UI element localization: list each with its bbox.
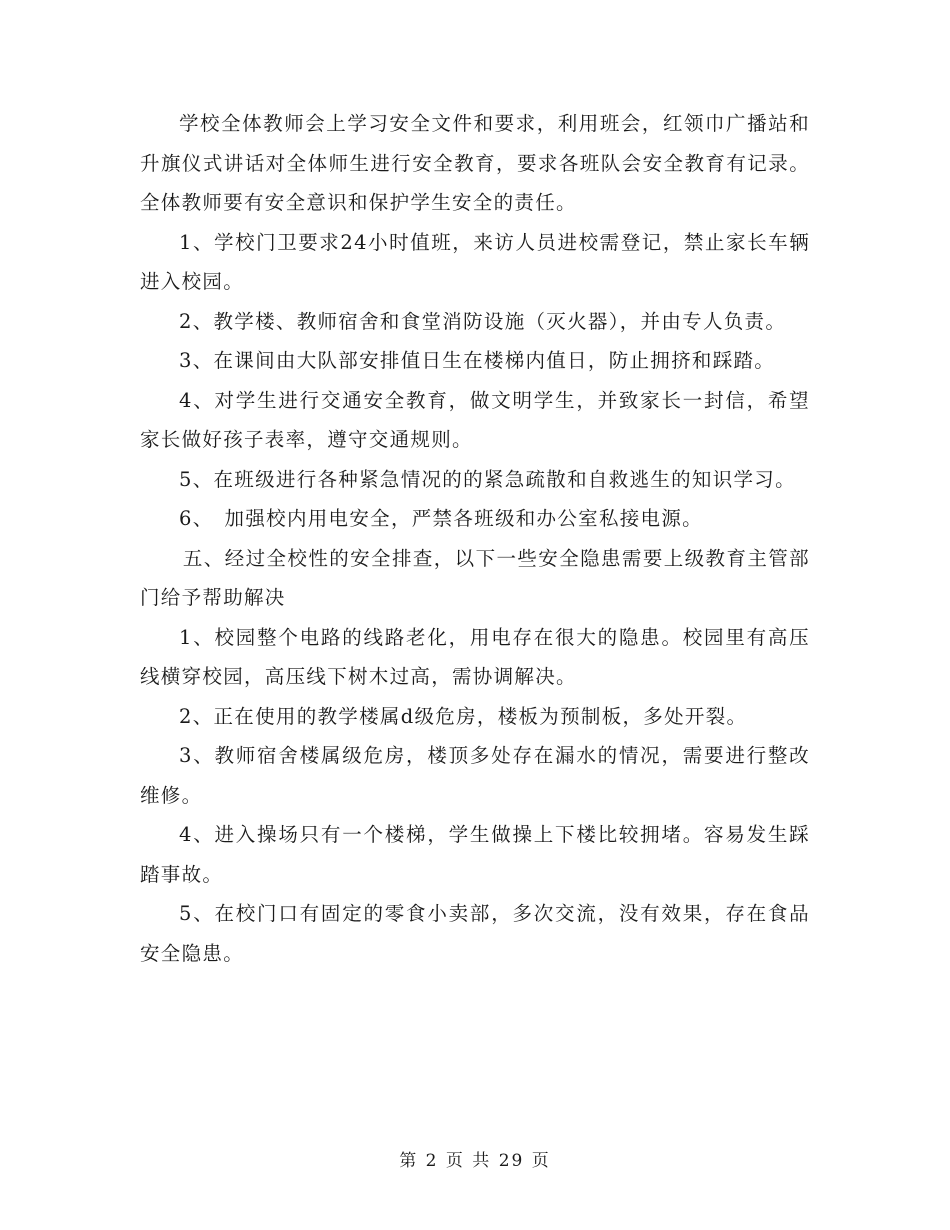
paragraph-item-6: 6、 加强校内用电安全，严禁各班级和办公室私接电源。 (179, 507, 703, 530)
paragraph-item-5: 5、在班级进行各种紧急情况的的紧急疏散和自救逃生的知识学习。 (179, 467, 796, 491)
hazard-item-3: 3、教师宿舍楼属级危房，楼顶多处存在漏水的情况，需要进行整改维修。 (140, 744, 810, 807)
hazard-item-5: 5、在校门口有固定的零食小卖部，多次交流，没有效果，存在食品安全隐患。 (140, 902, 810, 965)
document-body (140, 104, 810, 973)
paragraph-item-1: 1、学校门卫要求24小时值班，来访人员进校需登记，禁止家长车辆进入校园。 (140, 230, 810, 293)
paragraph-item-3: 3、在课间由大队部安排值日生在楼梯内值日，防止拥挤和踩踏。 (179, 349, 776, 372)
hazard-item-2: 2、正在使用的教学楼属d级危房，楼板为预制板，多处开裂。 (179, 704, 748, 728)
paragraph-item-2: 2、教学楼、教师宿舍和食堂消防设施（灭火器），并由专人负责。 (179, 309, 787, 333)
section-heading-five: 五、经过全校性的安全排查，以下一些安全隐患需要上级教育主管部门给予帮助解决 (140, 546, 810, 609)
paragraph-intro: 学校全体教师会上学习安全文件和要求，利用班会，红领巾广播站和升旗仪式讲话对全体师生进行安全教育，要求各班队会安全教育有记录。全体教师要有安全意识和保护学生安全的责任。 (140, 112, 810, 214)
paragraph-item-4: 4、对学生进行交通安全教育，做文明学生，并致家长一封信，希望家长做好孩子表率，遵守交通规则。 (140, 388, 810, 451)
hazard-item-1: 1、校园整个电路的线路老化，用电存在很大的隐患。校园里有高压线横穿校园，高压线下树木过高，需协调解决。 (140, 625, 810, 688)
hazard-item-4: 4、进入操场只有一个楼梯，学生做操上下楼比较拥堵。容易发生踩踏事故。 (140, 823, 810, 886)
page-number-footer: 第 2 页 共 29 页 (399, 1151, 551, 1171)
